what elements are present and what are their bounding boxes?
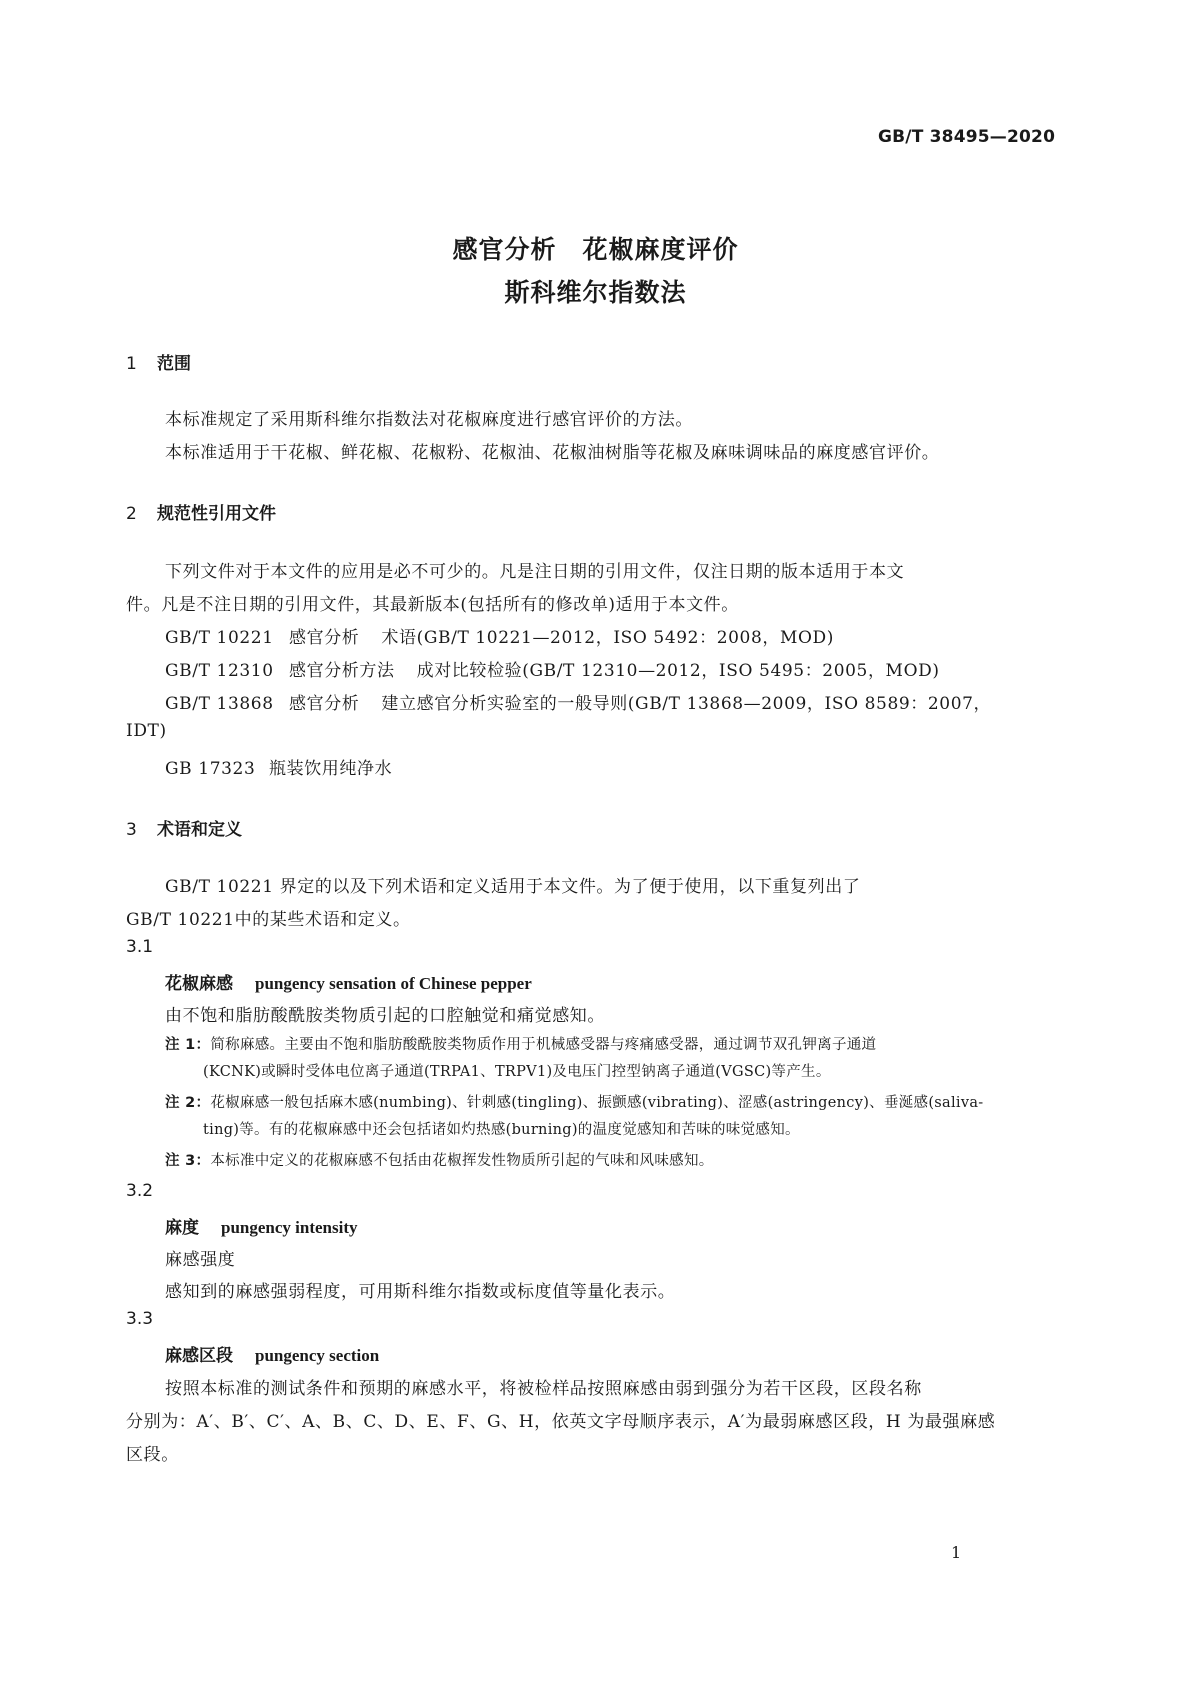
note-text: 本标准中定义的花椒麻感不包括由花椒挥发性物质所引起的气味和风味感知。: [210, 1153, 714, 1169]
paragraph: 下列文件对于本文件的应用是必不可少的。凡是注日期的引用文件，仅注日期的版本适用于本文: [165, 562, 905, 582]
reference-item: [165, 689, 991, 714]
paragraph: 本标准适用于干花椒、鲜花椒、花椒粉、花椒油、花椒油树脂等花椒及麻味调味品的麻度感官评价。: [165, 443, 940, 463]
reference-code: GB/T 12310: [165, 661, 274, 681]
section-number: 2: [126, 504, 137, 524]
subsection-number: 3.1: [126, 937, 154, 957]
term-definition: 分别为：A′、B′、C′、A、B、C、D、E、F、G、H，依英文字母顺序表示，A′为最弱麻感区段，H 为最强麻感: [126, 1412, 996, 1432]
term-chinese: 花椒麻感: [165, 974, 233, 994]
note-text: 花椒麻感一般包括麻木感(numbing)、针刺感(tingling)、振颤感(vibrating)、涩感(astringency)、垂涎感(saliva-: [210, 1095, 984, 1111]
reference-item: [165, 656, 940, 681]
note: [165, 1091, 984, 1112]
document-title: 感官分析 花椒麻度评价: [452, 235, 739, 264]
note: [165, 1033, 876, 1054]
term-heading: [165, 1213, 358, 1238]
term-chinese: 麻度: [165, 1218, 199, 1238]
reference-title: 感官分析: [289, 628, 360, 648]
term-definition: 按照本标准的测试条件和预期的麻感水平，将被检样品按照麻感由弱到强分为若干区段，区段名称: [165, 1379, 922, 1399]
reference-detail: 建立感官分析实验室的一般导则(GB/T 13868—2009，ISO 8589：2007，: [381, 694, 992, 714]
paragraph: GB/T 10221 界定的以及下列术语和定义适用于本文件。为了便于使用，以下重复列出了: [165, 877, 861, 897]
term-english: pungency intensity: [221, 1218, 358, 1237]
term-heading: [165, 969, 532, 994]
section-heading-normative-references: [126, 499, 276, 524]
section-number: 3: [126, 820, 137, 840]
note-continuation: (KCNK)或瞬时受体电位离子通道(TRPA1、TRPV1)及电压门控型钠离子通道(VGSC)等产生。: [203, 1064, 831, 1080]
section-title: 范围: [157, 354, 191, 374]
note-continuation: ting)等。有的花椒麻感中还会包括诸如灼热感(burning)的温度觉感知和苦味的味觉感知。: [203, 1122, 800, 1138]
reference-continuation: IDT): [126, 721, 167, 741]
subsection-number: 3.2: [126, 1181, 154, 1201]
reference-title: 感官分析方法: [289, 661, 395, 681]
reference-title: 瓶装饮用纯净水: [269, 759, 393, 779]
term-chinese: 麻感区段: [165, 1346, 233, 1366]
term-definition: 区段。: [126, 1445, 179, 1465]
reference-title: 感官分析: [289, 694, 360, 714]
term-alternative: 麻感强度: [165, 1250, 236, 1270]
note-label: 注 1：: [165, 1037, 211, 1053]
reference-code: GB/T 10221: [165, 628, 274, 648]
section-heading-scope: [126, 349, 191, 374]
section-title: 术语和定义: [157, 820, 242, 840]
paragraph: 本标准规定了采用斯科维尔指数法对花椒麻度进行感官评价的方法。: [165, 410, 693, 430]
section-number: 1: [126, 354, 137, 374]
reference-code: GB 17323: [165, 759, 256, 779]
term-english: pungency section: [255, 1346, 380, 1365]
term-definition: 由不饱和脂肪酸酰胺类物质引起的口腔触觉和痛觉感知。: [165, 1006, 605, 1026]
paragraph: 件。凡是不注日期的引用文件，其最新版本(包括所有的修改单)适用于本文件。: [126, 595, 739, 615]
section-heading-terms: [126, 815, 242, 840]
reference-detail: 术语(GB/T 10221—2012，ISO 5492：2008，MOD): [381, 628, 834, 648]
reference-code: GB/T 13868: [165, 694, 274, 714]
note-label: 注 3：: [165, 1153, 211, 1169]
note-text: 简称麻感。主要由不饱和脂肪酸酰胺类物质作用于机械感受器与疼痛感受器，通过调节双孔钾离子通道: [210, 1037, 877, 1053]
term-english: pungency sensation of Chinese pepper: [255, 974, 532, 993]
section-title: 规范性引用文件: [157, 504, 276, 524]
note-label: 注 2：: [165, 1095, 211, 1111]
paragraph: GB/T 10221中的某些术语和定义。: [126, 910, 411, 930]
term-definition: 感知到的麻感强弱程度，可用斯科维尔指数或标度值等量化表示。: [165, 1282, 676, 1302]
page-number: 1: [951, 1543, 962, 1562]
note: [165, 1149, 714, 1170]
subsection-number: 3.3: [126, 1309, 154, 1329]
reference-item: [165, 754, 392, 779]
document-subtitle: 斯科维尔指数法: [504, 278, 687, 307]
term-heading: [165, 1341, 379, 1366]
document-code: GB/T 38495—2020: [878, 127, 1056, 147]
reference-detail: 成对比较检验(GB/T 12310—2012，ISO 5495：2005，MOD): [416, 661, 940, 681]
reference-item: [165, 623, 834, 648]
